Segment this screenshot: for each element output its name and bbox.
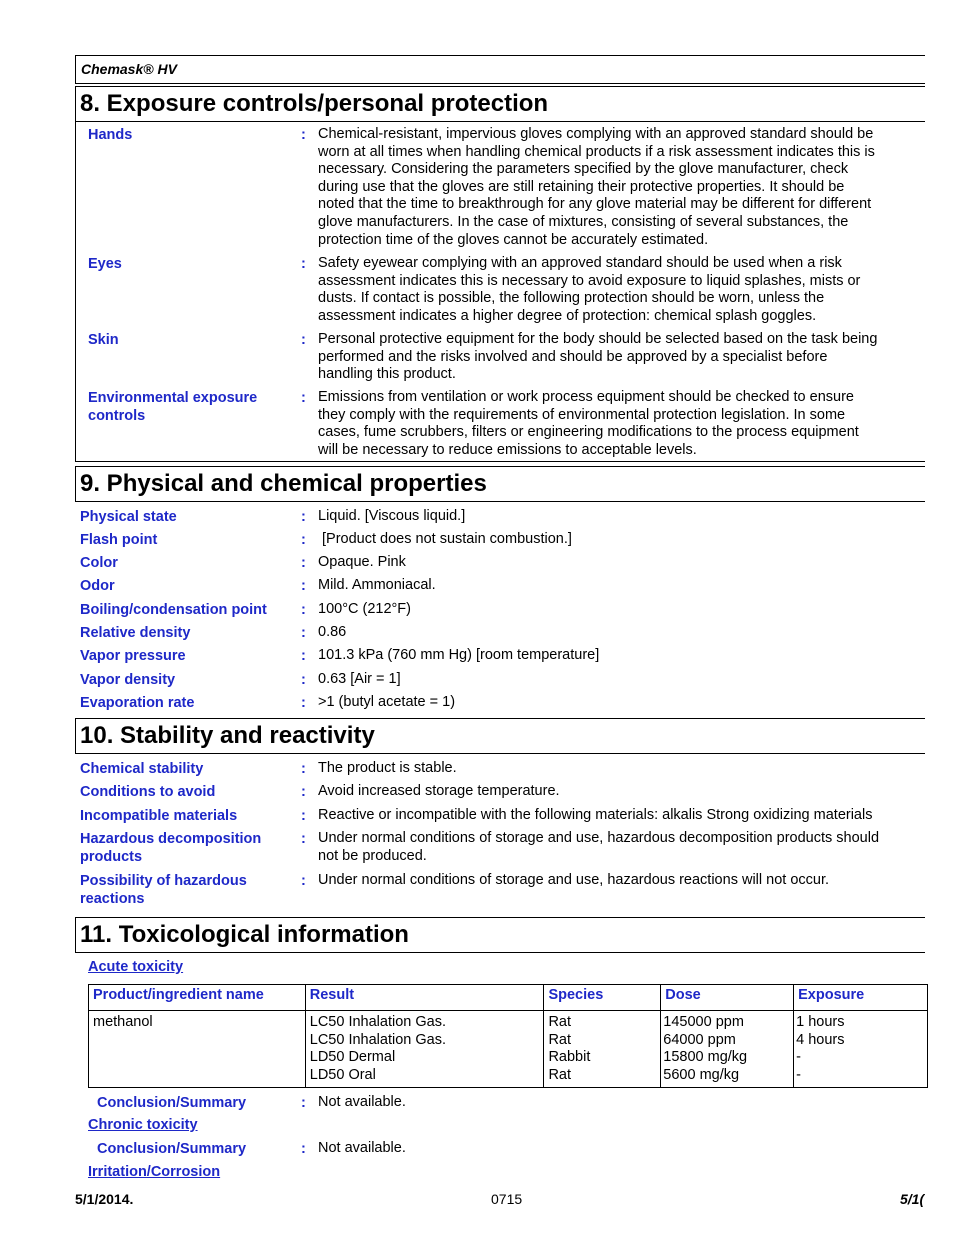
conclusion-summary-2-value: Not available. xyxy=(318,1140,406,1156)
colon: : xyxy=(301,555,306,571)
colon: : xyxy=(301,831,306,847)
hands-value: Chemical-resistant, impervious gloves complying with an approved standard should be worn at all times when handling chemical products if a risk assessment indicates this is necessary. Considering the parameters specified by the glove manufacturer, check during use that the gloves are still retaining their protective properties. It should be noted that the time to breakthrough for any glove material may be different for different glove manufacturers. In the case of mixtures, consisting of several substances, the protection time of the gloves cannot be accurately estimated. xyxy=(318,126,875,248)
section-8-left-border xyxy=(75,122,76,461)
physical-state-label: Physical state xyxy=(80,509,177,525)
cell-exposures: 1 hours 4 hours - - xyxy=(794,1011,928,1088)
evaporation-rate-label: Evaporation rate xyxy=(80,695,195,711)
flash-point-value: [Product does not sustain combustion.] xyxy=(318,531,572,547)
section-11-heading: 11. Toxicological information xyxy=(75,917,925,953)
conclusion-summary-2-label: Conclusion/Summary xyxy=(97,1141,247,1157)
footer-date: 5/1/2014. xyxy=(75,1191,134,1207)
section-10-heading: 10. Stability and reactivity xyxy=(75,718,925,754)
skin-value: Personal protective equipment for the body should be selected based on the task being performed and the risks involved and should be approved by a specialist before handling this product. xyxy=(318,331,878,383)
acute-toxicity-table xyxy=(88,984,928,1088)
header-species: Species xyxy=(544,985,661,1011)
physical-state-value: Liquid. [Viscous liquid.] xyxy=(318,508,466,524)
header-exposure: Exposure xyxy=(794,985,928,1011)
chronic-toxicity-link[interactable]: Chronic toxicity xyxy=(88,1117,198,1133)
header-result: Result xyxy=(305,985,544,1011)
vapor-density-label: Vapor density xyxy=(80,672,176,688)
header-product-name: Product/ingredient name xyxy=(89,985,306,1011)
irritation-corrosion-link[interactable]: Irritation/Corrosion xyxy=(88,1164,221,1180)
hazardous-decomposition-value: Under normal conditions of storage and use, hazardous decomposition products should not be produced. xyxy=(318,830,880,864)
header-dose: Dose xyxy=(661,985,794,1011)
colon: : xyxy=(301,761,306,777)
colon: : xyxy=(301,1095,306,1111)
eyes-value: Safety eyewear complying with an approved standard should be used when a risk assessment indicates this is necessary to avoid exposure to liquid splashes, mists or dusts. If contact is possible, the following protection should be worn, unless the assessment indicates a higher degree of protection: chemical splash goggles. xyxy=(318,255,861,324)
colon: : xyxy=(301,695,306,711)
cell-results: LC50 Inhalation Gas. LC50 Inhalation Gas. LD50 Dermal LD50 Oral xyxy=(305,1011,544,1088)
colon: : xyxy=(301,578,306,594)
cell-doses: 145000 ppm 64000 ppm 15800 mg/kg 5600 mg/kg xyxy=(661,1011,794,1088)
conclusion-summary-label: Conclusion/Summary xyxy=(97,1095,247,1111)
colon: : xyxy=(301,808,306,824)
chemical-stability-label: Chemical stability xyxy=(80,761,204,777)
relative-density-value: 0.86 xyxy=(318,624,347,640)
vapor-pressure-label: Vapor pressure xyxy=(80,648,186,664)
section-9-heading: 9. Physical and chemical properties xyxy=(75,466,925,502)
colon: : xyxy=(301,873,306,889)
boiling-point-label: Boiling/condensation point xyxy=(80,602,267,618)
colon: : xyxy=(301,127,306,143)
hazardous-reactions-value: Under normal conditions of storage and use, hazardous reactions will not occur. xyxy=(318,872,830,888)
hazardous-reactions-label: Possibility of hazardous reactions xyxy=(80,873,247,907)
vapor-pressure-value: 101.3 kPa (760 mm Hg) [room temperature] xyxy=(318,647,600,663)
colon: : xyxy=(301,602,306,618)
eyes-label: Eyes xyxy=(88,256,122,272)
document-header xyxy=(75,55,925,84)
color-label: Color xyxy=(80,555,118,571)
boiling-point-value: 100°C (212°F) xyxy=(318,601,411,617)
conditions-to-avoid-label: Conditions to avoid xyxy=(80,784,216,800)
product-name: Chemask® HV xyxy=(81,61,177,77)
environmental-exposure-value: Emissions from ventilation or work process equipment should be checked to ensure they comply with the requirements of environmental protection legislation. In some cases, fume scrubbers, filters or engineering modifications to the process equipment will be necessary to reduce emissions to acceptable levels. xyxy=(318,389,859,458)
cell-ingredient: methanol xyxy=(89,1011,306,1088)
incompatible-materials-label: Incompatible materials xyxy=(80,808,238,824)
vapor-density-value: 0.63 [Air = 1] xyxy=(318,671,401,687)
footer-code: 0715 xyxy=(491,1191,523,1207)
incompatible-materials-value: Reactive or incompatible with the following materials: alkalis Strong oxidizing materials xyxy=(318,807,873,823)
colon: : xyxy=(301,256,306,272)
colon: : xyxy=(301,784,306,800)
colon: : xyxy=(301,648,306,664)
skin-label: Skin xyxy=(88,332,119,348)
table-header-row xyxy=(89,985,928,1011)
colon: : xyxy=(301,625,306,641)
conditions-to-avoid-value: Avoid increased storage temperature. xyxy=(318,783,560,799)
color-value: Opaque. Pink xyxy=(318,554,406,570)
relative-density-label: Relative density xyxy=(80,625,191,641)
colon: : xyxy=(301,390,306,406)
acute-toxicity-link[interactable]: Acute toxicity xyxy=(88,959,184,975)
hazardous-decomposition-label: Hazardous decomposition products xyxy=(80,831,262,865)
cell-species: Rat Rat Rabbit Rat xyxy=(544,1011,661,1088)
environmental-exposure-label: Environmental exposure controls xyxy=(88,390,258,424)
section-8-bottom-border xyxy=(75,461,925,462)
odor-label: Odor xyxy=(80,578,115,594)
odor-value: Mild. Ammoniacal. xyxy=(318,577,436,593)
table-row xyxy=(89,1011,928,1088)
colon: : xyxy=(301,672,306,688)
section-8-heading: 8. Exposure controls/personal protection xyxy=(75,86,925,122)
chemical-stability-value: The product is stable. xyxy=(318,760,457,776)
colon: : xyxy=(301,1141,306,1157)
colon: : xyxy=(301,532,306,548)
colon: : xyxy=(301,332,306,348)
hands-label: Hands xyxy=(88,127,133,143)
colon: : xyxy=(301,509,306,525)
flash-point-label: Flash point xyxy=(80,532,158,548)
footer-page-number: 5/1( xyxy=(900,1191,925,1207)
evaporation-rate-value: >1 (butyl acetate = 1) xyxy=(318,694,456,710)
conclusion-summary-value: Not available. xyxy=(318,1094,406,1110)
